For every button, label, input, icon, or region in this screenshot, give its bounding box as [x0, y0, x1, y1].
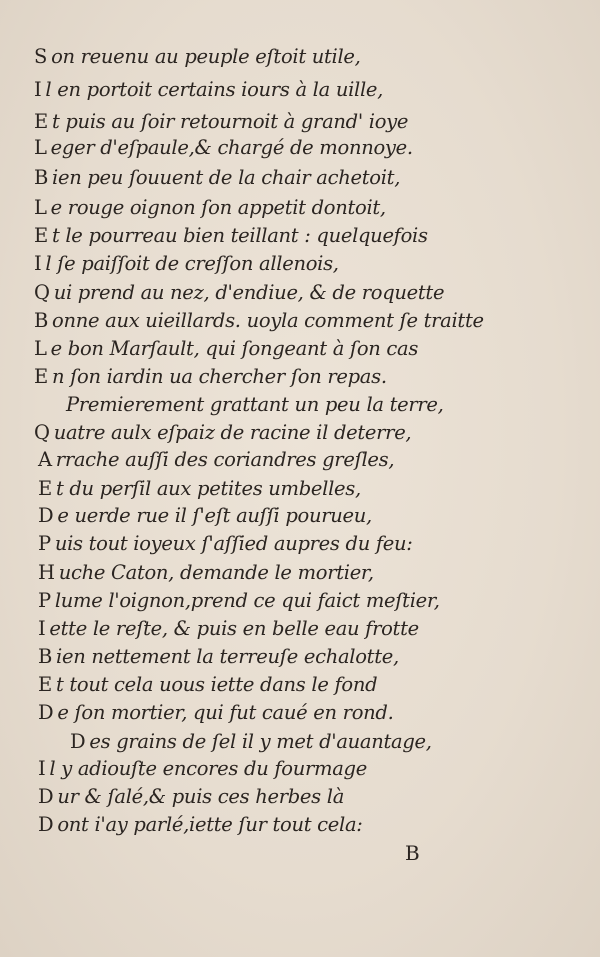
line-text: uatre aulx eſpaiz de racine il deterre, [53, 421, 412, 444]
line-initial: E [34, 365, 48, 388]
line-initial: L [34, 337, 47, 360]
line-initial: Q [34, 281, 50, 304]
line-initial: D [38, 504, 54, 527]
line-12 [34, 365, 387, 389]
line-initial: I [34, 78, 42, 101]
line-22 [38, 645, 399, 669]
line-9 [34, 281, 444, 305]
line-text: ette le reſte, & puis en belle eau frotte [49, 617, 419, 640]
line-text: ui prend au nez, d'endiue, & de roquette [53, 281, 445, 304]
line-text: on reuenu au peuple eſtoit utile, [51, 45, 361, 68]
line-text: ont i'ay parlé,iette ſur tout cela: [57, 813, 363, 836]
line-1 [34, 45, 361, 69]
line-initial: E [38, 673, 52, 696]
line-initial: L [34, 196, 47, 219]
line-11 [34, 337, 418, 361]
line-24 [38, 701, 393, 725]
line-text: ur & ſalé,& puis ces herbes là [57, 785, 345, 808]
line-initial: Q [34, 421, 50, 444]
line-28 [38, 813, 363, 837]
line-14 [34, 421, 411, 445]
line-text: l en portoit certains iours à la uille, [45, 78, 384, 101]
line-text: ien peu ſouuent de la chair achetoit, [52, 166, 401, 189]
line-initial: D [38, 785, 54, 808]
line-text: e uerde rue il ſ'eſt auſſi pourueu, [57, 504, 372, 527]
line-text: e bon Marſault, qui ſongeant à ſon cas [50, 337, 419, 360]
line-initial: I [38, 617, 46, 640]
line-4 [34, 136, 413, 160]
line-6 [34, 196, 386, 220]
line-2 [34, 78, 383, 102]
line-16 [38, 477, 361, 501]
line-17 [38, 504, 372, 528]
line-text: uis tout ioyeux ſ'aſſied aupres du feu: [54, 532, 413, 555]
line-text: uche Caton, demande le mortier, [58, 561, 374, 584]
line-25 [70, 730, 432, 754]
line-initial: A [38, 448, 52, 471]
line-3 [34, 110, 408, 134]
line-8 [34, 252, 339, 276]
line-text: lume l'oignon,prend ce qui faict meſtier, [54, 589, 440, 612]
line-10 [34, 309, 484, 333]
line-text: Premierement grattant un peu la terre, [66, 393, 444, 416]
line-7 [34, 224, 428, 248]
line-text: t du perſil aux petites umbelles, [55, 477, 361, 500]
line-18 [38, 532, 413, 556]
line-21 [38, 617, 419, 641]
line-initial: E [34, 110, 48, 133]
line-26 [38, 757, 367, 781]
line-initial: D [38, 813, 54, 836]
line-initial: S [34, 45, 48, 68]
line-text: eger d'eſpaule,& chargé de monnoye. [50, 136, 413, 159]
line-text: onne aux uieillards. uoyla comment ſe traitte [52, 309, 484, 332]
line-text: l ſe paiſſoit de creſſon allenois, [45, 252, 339, 275]
line-initial: D [70, 730, 86, 753]
line-27 [38, 785, 344, 809]
line-text: t puis au ſoir retournoit à grand' ioye [51, 110, 409, 133]
line-text: rrache auſſi des coriandres greſles, [55, 448, 395, 471]
line-text: n ſon iardin ua chercher ſon repas. [51, 365, 387, 388]
line-text: e ſon mortier, qui fut caué en rond. [57, 701, 394, 724]
line-text: ien nettement la terreuſe echalotte, [56, 645, 399, 668]
line-5 [34, 166, 400, 190]
line-text: l y adiouſte encores du fourmage [49, 757, 367, 780]
line-20 [38, 589, 440, 613]
line-19 [38, 561, 374, 585]
line-text: es grains de ſel il y met d'auantage, [89, 730, 432, 753]
line-text: e rouge oignon ſon appetit dontoit, [50, 196, 386, 219]
line-initial: I [34, 252, 42, 275]
line-initial: I [38, 757, 46, 780]
line-23 [38, 673, 377, 697]
line-text: t le pourreau bien teillant : quelquefois [51, 224, 428, 247]
line-initial: P [38, 589, 51, 612]
line-initial: H [38, 561, 55, 584]
line-initial: L [34, 136, 47, 159]
line-13 [66, 393, 444, 417]
signature-mark: B [405, 841, 420, 865]
line-text: t tout cela uous iette dans le fond [55, 673, 378, 696]
line-initial: D [38, 701, 54, 724]
line-initial: B [34, 309, 49, 332]
line-15 [38, 448, 394, 472]
line-initial: E [34, 224, 48, 247]
line-initial: P [38, 532, 51, 555]
line-initial: B [38, 645, 53, 668]
line-initial: E [38, 477, 52, 500]
line-initial: B [34, 166, 49, 189]
